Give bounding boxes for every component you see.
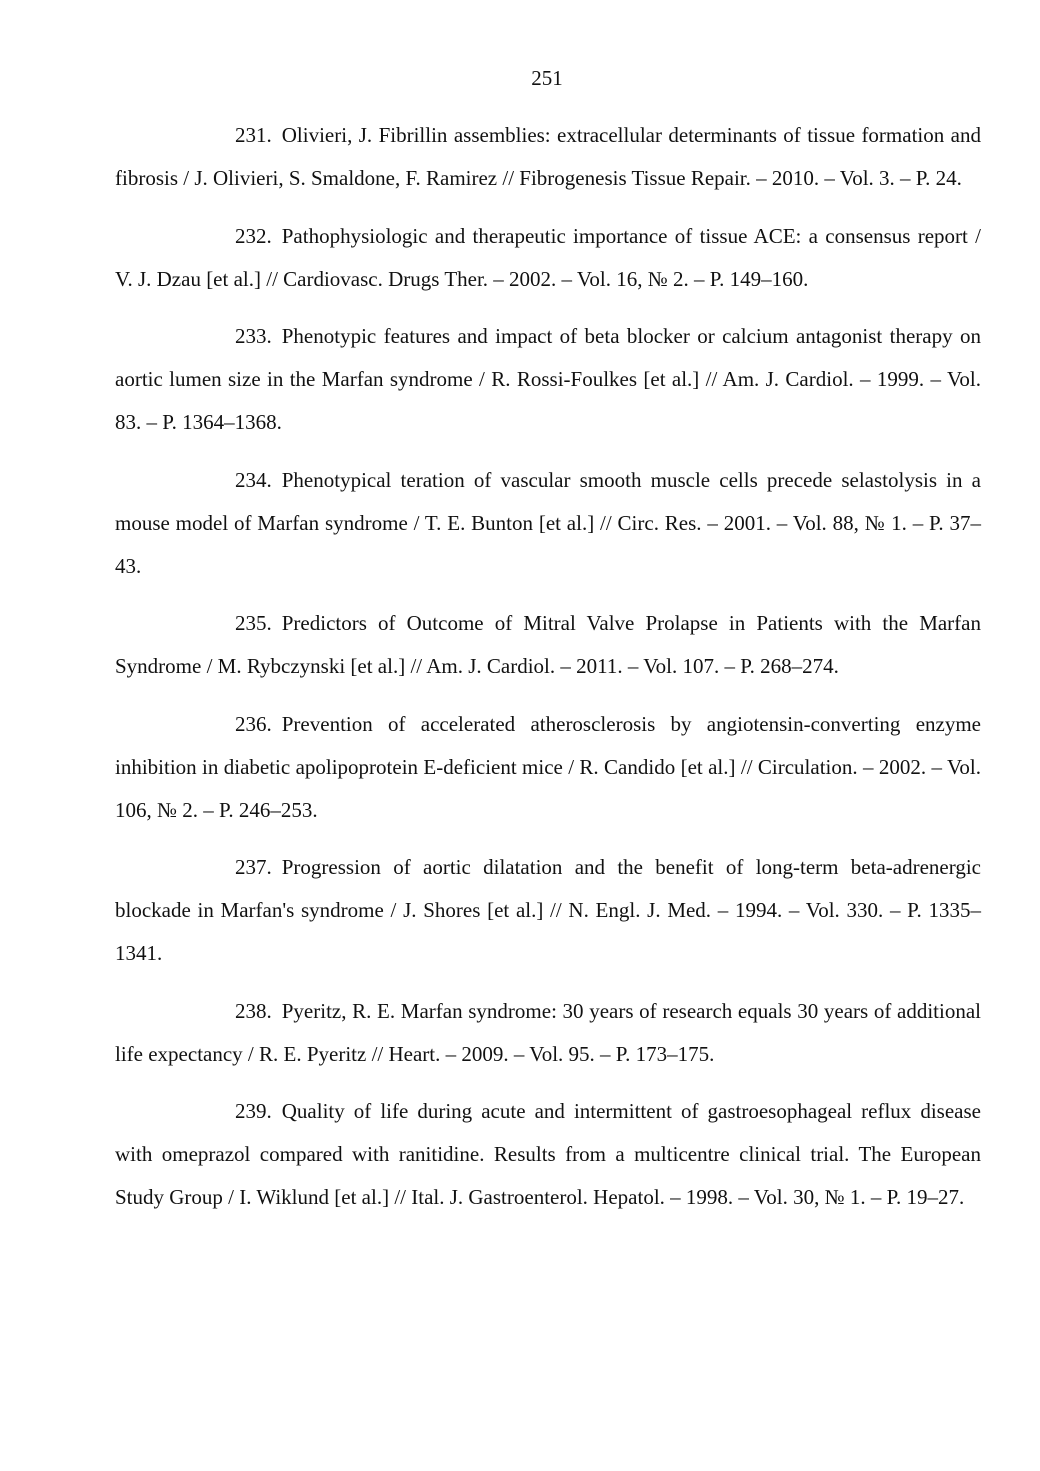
reference-number: 239. <box>235 1099 272 1123</box>
reference-item <box>115 459 981 588</box>
reference-number: 233. <box>235 324 272 348</box>
reference-item <box>115 846 981 975</box>
page-number: 251 <box>531 66 563 90</box>
reference-item <box>115 1090 981 1219</box>
reference-text: Pathophysiologic and therapeutic importance of tissue ACE: a consensus report / V. J. Dzau [et al.] // Cardiovasc. Drugs Ther. – 2002. – Vol. 16, № 2. – P. 149–160. <box>115 223 981 291</box>
reference-text: Prevention of accelerated atherosclerosis by angiotensin-converting enzyme inhibition in diabetic apolipoprotein E-deficient mice / R. Candido [et al.] // Circulation. – 2002. – Vol. 106, № 2. – P. 246–253. <box>115 711 981 822</box>
reference-number: 236. <box>235 711 272 736</box>
reference-text: Phenotypic features and impact of beta blocker or calcium antagonist therapy on aortic lumen size in the Marfan syndrome / R. Rossi-Foulkes [et al.] // Am. J. Cardiol. – 1999. – Vol. 83. – P. 1364–1368. <box>115 324 981 434</box>
reference-number: 232. <box>235 223 272 248</box>
reference-item <box>115 114 981 200</box>
reference-number: 231. <box>235 123 272 147</box>
reference-item <box>115 602 981 688</box>
reference-item <box>115 215 981 301</box>
reference-text: Quality of life during acute and intermittent of gastroesophageal reflux disease with omeprazol compared with ranitidine. Results from a multicentre clinical trial. The European Study Group / I. Wiklund [et al.] // Ital. J. Gastroenterol. Hepatol. – 1998. – Vol. 30, № 1. – P. 19–27. <box>115 1099 981 1209</box>
reference-number: 237. <box>235 855 272 879</box>
reference-text: Pyeritz, R. E. Marfan syndrome: 30 years of research equals 30 years of additional life expectancy / R. E. Pyeritz // Heart. – 2009. – Vol. 95. – P. 173–175. <box>115 998 981 1066</box>
reference-text: Progression of aortic dilatation and the benefit of long-term beta-adrenergic blockade in Marfan's syndrome / J. Shores [et al.] // N. Engl. J. Med. – 1994. – Vol. 330. – P. 1335–1341. <box>115 855 981 965</box>
reference-text: Predictors of Outcome of Mitral Valve Prolapse in Patients with the Marfan Syndrome / M. Rybczynski [et al.] // Am. J. Cardiol. – 2011. – Vol. 107. – P. 268–274. <box>115 611 981 678</box>
reference-number: 234. <box>235 467 272 492</box>
reference-number: 235. <box>235 611 272 635</box>
reference-item <box>115 315 981 444</box>
reference-text: Phenotypical teration of vascular smooth muscle cells precede selastolysis in a mouse model of Marfan syndrome / T. E. Bunton [et al.] // Circ. Res. – 2001. – Vol. 88, № 1. – P. 37–43. <box>115 467 981 578</box>
reference-list <box>115 114 981 1234</box>
reference-number: 238. <box>235 998 272 1023</box>
reference-text: Olivieri, J. Fibrillin assemblies: extracellular determinants of tissue formation and fibrosis / J. Olivieri, S. Smaldone, F. Ramirez // Fibrogenesis Tissue Repair. – 2010. – Vol. 3. – P. 24. <box>115 123 981 190</box>
reference-item <box>115 703 981 832</box>
reference-item <box>115 990 981 1076</box>
